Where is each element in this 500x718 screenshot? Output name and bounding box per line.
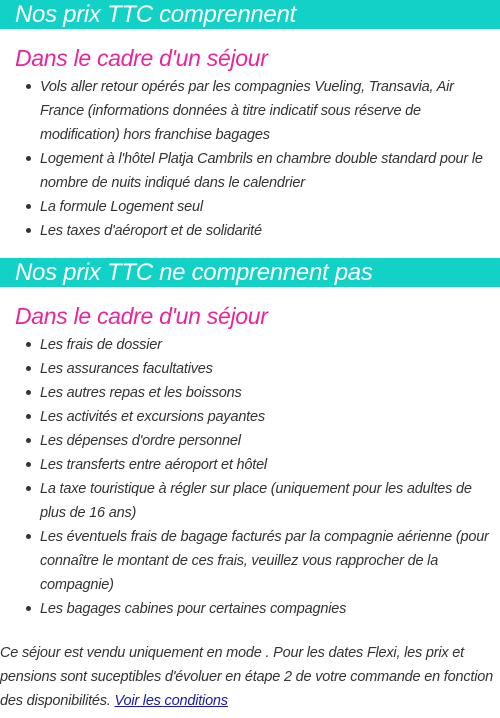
list-item: Les bagages cabines pour certaines compagnies — [0, 597, 500, 621]
included-subtitle: Dans le cadre d'un séjour — [15, 45, 268, 71]
list-item: Les éventuels frais de bagage facturés par la compagnie aérienne (pour connaître le montant de ces frais, veuillez vous rapprocher de la compagnie) — [0, 525, 500, 597]
conditions-link[interactable]: Voir les conditions — [114, 693, 228, 709]
list-item: Les taxes d'aéroport et de solidarité — [0, 219, 500, 243]
excluded-section — [0, 258, 500, 621]
list-item: Les autres repas et les boissons — [0, 381, 500, 405]
list-item: Les activités et excursions payantes — [0, 405, 500, 429]
list-item: Les dépenses d'ordre personnel — [0, 429, 500, 453]
excluded-list — [0, 333, 500, 621]
list-item: La formule Logement seul — [0, 195, 500, 219]
footer-note — [0, 641, 500, 713]
included-section — [0, 0, 500, 243]
excluded-title: Nos prix TTC ne comprennent pas — [0, 258, 500, 287]
list-item: Les transferts entre aéroport et hôtel — [0, 453, 500, 477]
footer-text: Ce séjour est vendu uniquement en mode . Pour les dates Flexi, les prix et pensions sont suceptibles d'évoluer en étape 2 de votre commande en fonction des disponibilités. — [0, 645, 493, 709]
excluded-subtitle: Dans le cadre d'un séjour — [15, 303, 268, 329]
list-item: Les frais de dossier — [0, 333, 500, 357]
included-title: Nos prix TTC comprennent — [0, 0, 500, 29]
list-item: Logement à l'hôtel Platja Cambrils en chambre double standard pour le nombre de nuits indiqué dans le calendrier — [0, 147, 500, 195]
included-list — [0, 75, 500, 243]
list-item: La taxe touristique à régler sur place (uniquement pour les adultes de plus de 16 ans) — [0, 477, 500, 525]
list-item: Les assurances facultatives — [0, 357, 500, 381]
list-item: Vols aller retour opérés par les compagnies Vueling, Transavia, Air France (informations données à titre indicatif sous réserve de modification) hors franchise bagages — [0, 75, 500, 147]
